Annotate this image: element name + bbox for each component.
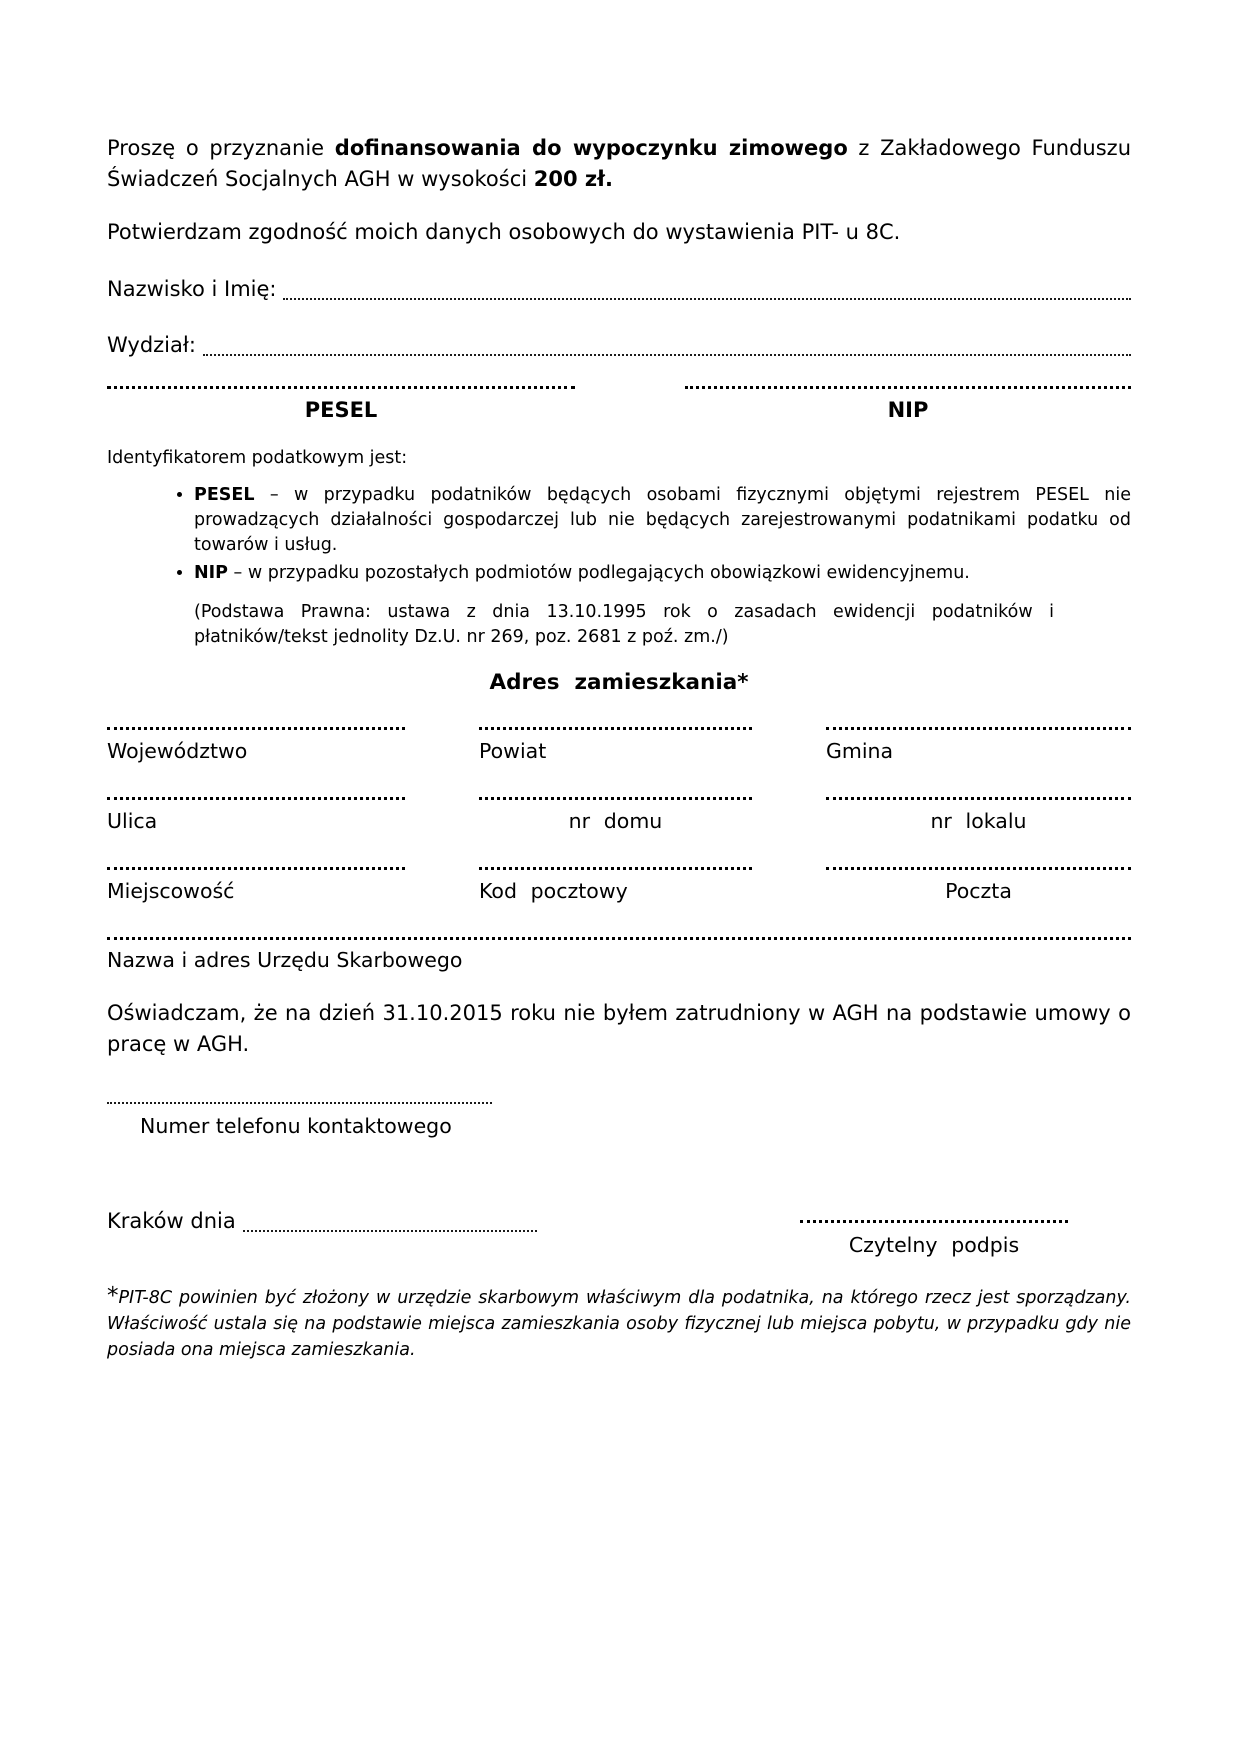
house-number-field: [479, 797, 752, 833]
tax-office-field: [107, 937, 1131, 972]
post-office-field: [826, 867, 1131, 903]
street-field: [107, 797, 405, 833]
footnote-text: PIT-8C powinien być złożony w urzędzie skarbowym właściwym dla podatnika, na którego rzecz jest sporządzany. Właściwość ustala się na podstawie miejsca zamieszkania osoby fizycznej lub miejsca pobytu, w przypadku gdy nie posiada ona miejsca zamieszkania.: [107, 1288, 1131, 1360]
department-field-row: [107, 330, 1131, 361]
legal-note: (Podstawa Prawna: ustawa z dnia 13.10.1995 rok o zasadach ewidencji podatników i płatników/tekst jednolity Dz.U. nr 269, poz. 2681 z poź. zm./): [194, 602, 1054, 647]
apartment-number-label: nr lokalu: [930, 809, 1027, 833]
voivodeship-fill-line: [107, 727, 405, 730]
intro-bold-amount: 200 zł.: [533, 167, 613, 191]
bullet-pesel-term: PESEL: [194, 485, 255, 505]
taxid-heading: Identyfikatorem podatkowym jest:: [107, 448, 408, 468]
phone-fill-line: [107, 1102, 492, 1104]
postal-code-label: Kod pocztowy: [479, 879, 628, 903]
signature-label: Czytelny podpis: [848, 1233, 1020, 1257]
phone-field: [107, 1102, 1131, 1138]
voivodeship-field: [107, 727, 405, 763]
post-office-label: Poczta: [945, 879, 1012, 903]
house-number-label: nr domu: [568, 809, 663, 833]
taxid-bullet-list: [107, 483, 1131, 586]
pesel-fill-line: [107, 386, 575, 389]
city-date-field: [107, 1206, 537, 1237]
city-label: Miejscowość: [107, 879, 235, 903]
nip-fill-line: [685, 386, 1131, 389]
county-fill-line: [479, 727, 752, 730]
bullet-nip-term: NIP: [194, 563, 228, 583]
pesel-label: PESEL: [304, 398, 378, 422]
footnote-asterisk: *: [107, 1283, 119, 1309]
street-fill-line: [107, 797, 405, 800]
postal-code-fill-line: [479, 867, 752, 870]
house-number-fill-line: [479, 797, 752, 800]
city-date-label: Kraków dnia: [107, 1209, 236, 1233]
name-field-row: [107, 274, 1131, 305]
commune-field: [826, 727, 1131, 763]
department-fill-line: [203, 354, 1131, 356]
tax-office-fill-line: [107, 937, 1131, 940]
address-row-street: [107, 797, 1131, 833]
name-fill-line: [283, 298, 1131, 300]
pesel-column: [107, 386, 575, 422]
commune-label: Gmina: [826, 739, 894, 763]
city-fill-line: [107, 867, 405, 870]
commune-fill-line: [826, 727, 1131, 730]
signature-row: [107, 1206, 1131, 1257]
intro-paragraph: [107, 133, 1131, 195]
tax-office-label: Nazwa i adres Urzędu Skarbowego: [107, 948, 463, 972]
city-field: [107, 867, 405, 903]
address-row-region: [107, 727, 1131, 763]
apartment-number-fill-line: [826, 797, 1131, 800]
nip-label: NIP: [887, 398, 929, 422]
street-label: Ulica: [107, 809, 158, 833]
nip-column: [685, 386, 1131, 422]
bullet-nip-text: – w przypadku pozostałych podmiotów podlegających obowiązkowi ewidencyjnemu.: [227, 563, 970, 583]
address-heading: Adres zamieszkania*: [489, 670, 749, 695]
postal-code-field: [479, 867, 752, 903]
bullet-pesel: [194, 483, 1131, 558]
city-date-fill-line: [243, 1230, 537, 1232]
intro-text-pre: Proszę o przyznanie: [107, 136, 335, 160]
address-row-city: [107, 867, 1131, 903]
apartment-number-field: [826, 797, 1131, 833]
signature-field: [800, 1206, 1068, 1257]
bullet-nip: [194, 561, 1131, 586]
intro-bold-subsidy: dofinansowania do wypoczynku zimowego: [334, 136, 848, 160]
name-label: Nazwisko i Imię:: [107, 277, 277, 301]
post-office-fill-line: [826, 867, 1131, 870]
declaration-paragraph: Oświadczam, że na dzień 31.10.2015 roku nie byłem zatrudniony w AGH na podstawie umowy o pracę w AGH.: [107, 1001, 1131, 1056]
phone-label: Numer telefonu kontaktowego: [140, 1114, 452, 1138]
department-label: Wydział:: [107, 333, 196, 357]
bullet-pesel-text: – w przypadku podatników będących osobami fizycznymi objętymi rejestrem PESEL nie prowadzących działalności gospodarczej lub nie będących zarejestrowanymi podatnikami podatku od towarów i usług.: [194, 485, 1131, 555]
footnote-paragraph: [107, 1283, 1131, 1363]
voivodeship-label: Województwo: [107, 739, 248, 763]
confirm-paragraph: Potwierdzam zgodność moich danych osobowych do wystawienia PIT- u 8C.: [107, 220, 901, 244]
intro-text-mid: z Zakładowego Funduszu Świadczeń Socjalnych AGH w wysokości: [107, 136, 1131, 191]
pesel-nip-row: [107, 386, 1131, 422]
county-label: Powiat: [479, 739, 547, 763]
signature-fill-line: [800, 1220, 1068, 1223]
county-field: [479, 727, 752, 763]
